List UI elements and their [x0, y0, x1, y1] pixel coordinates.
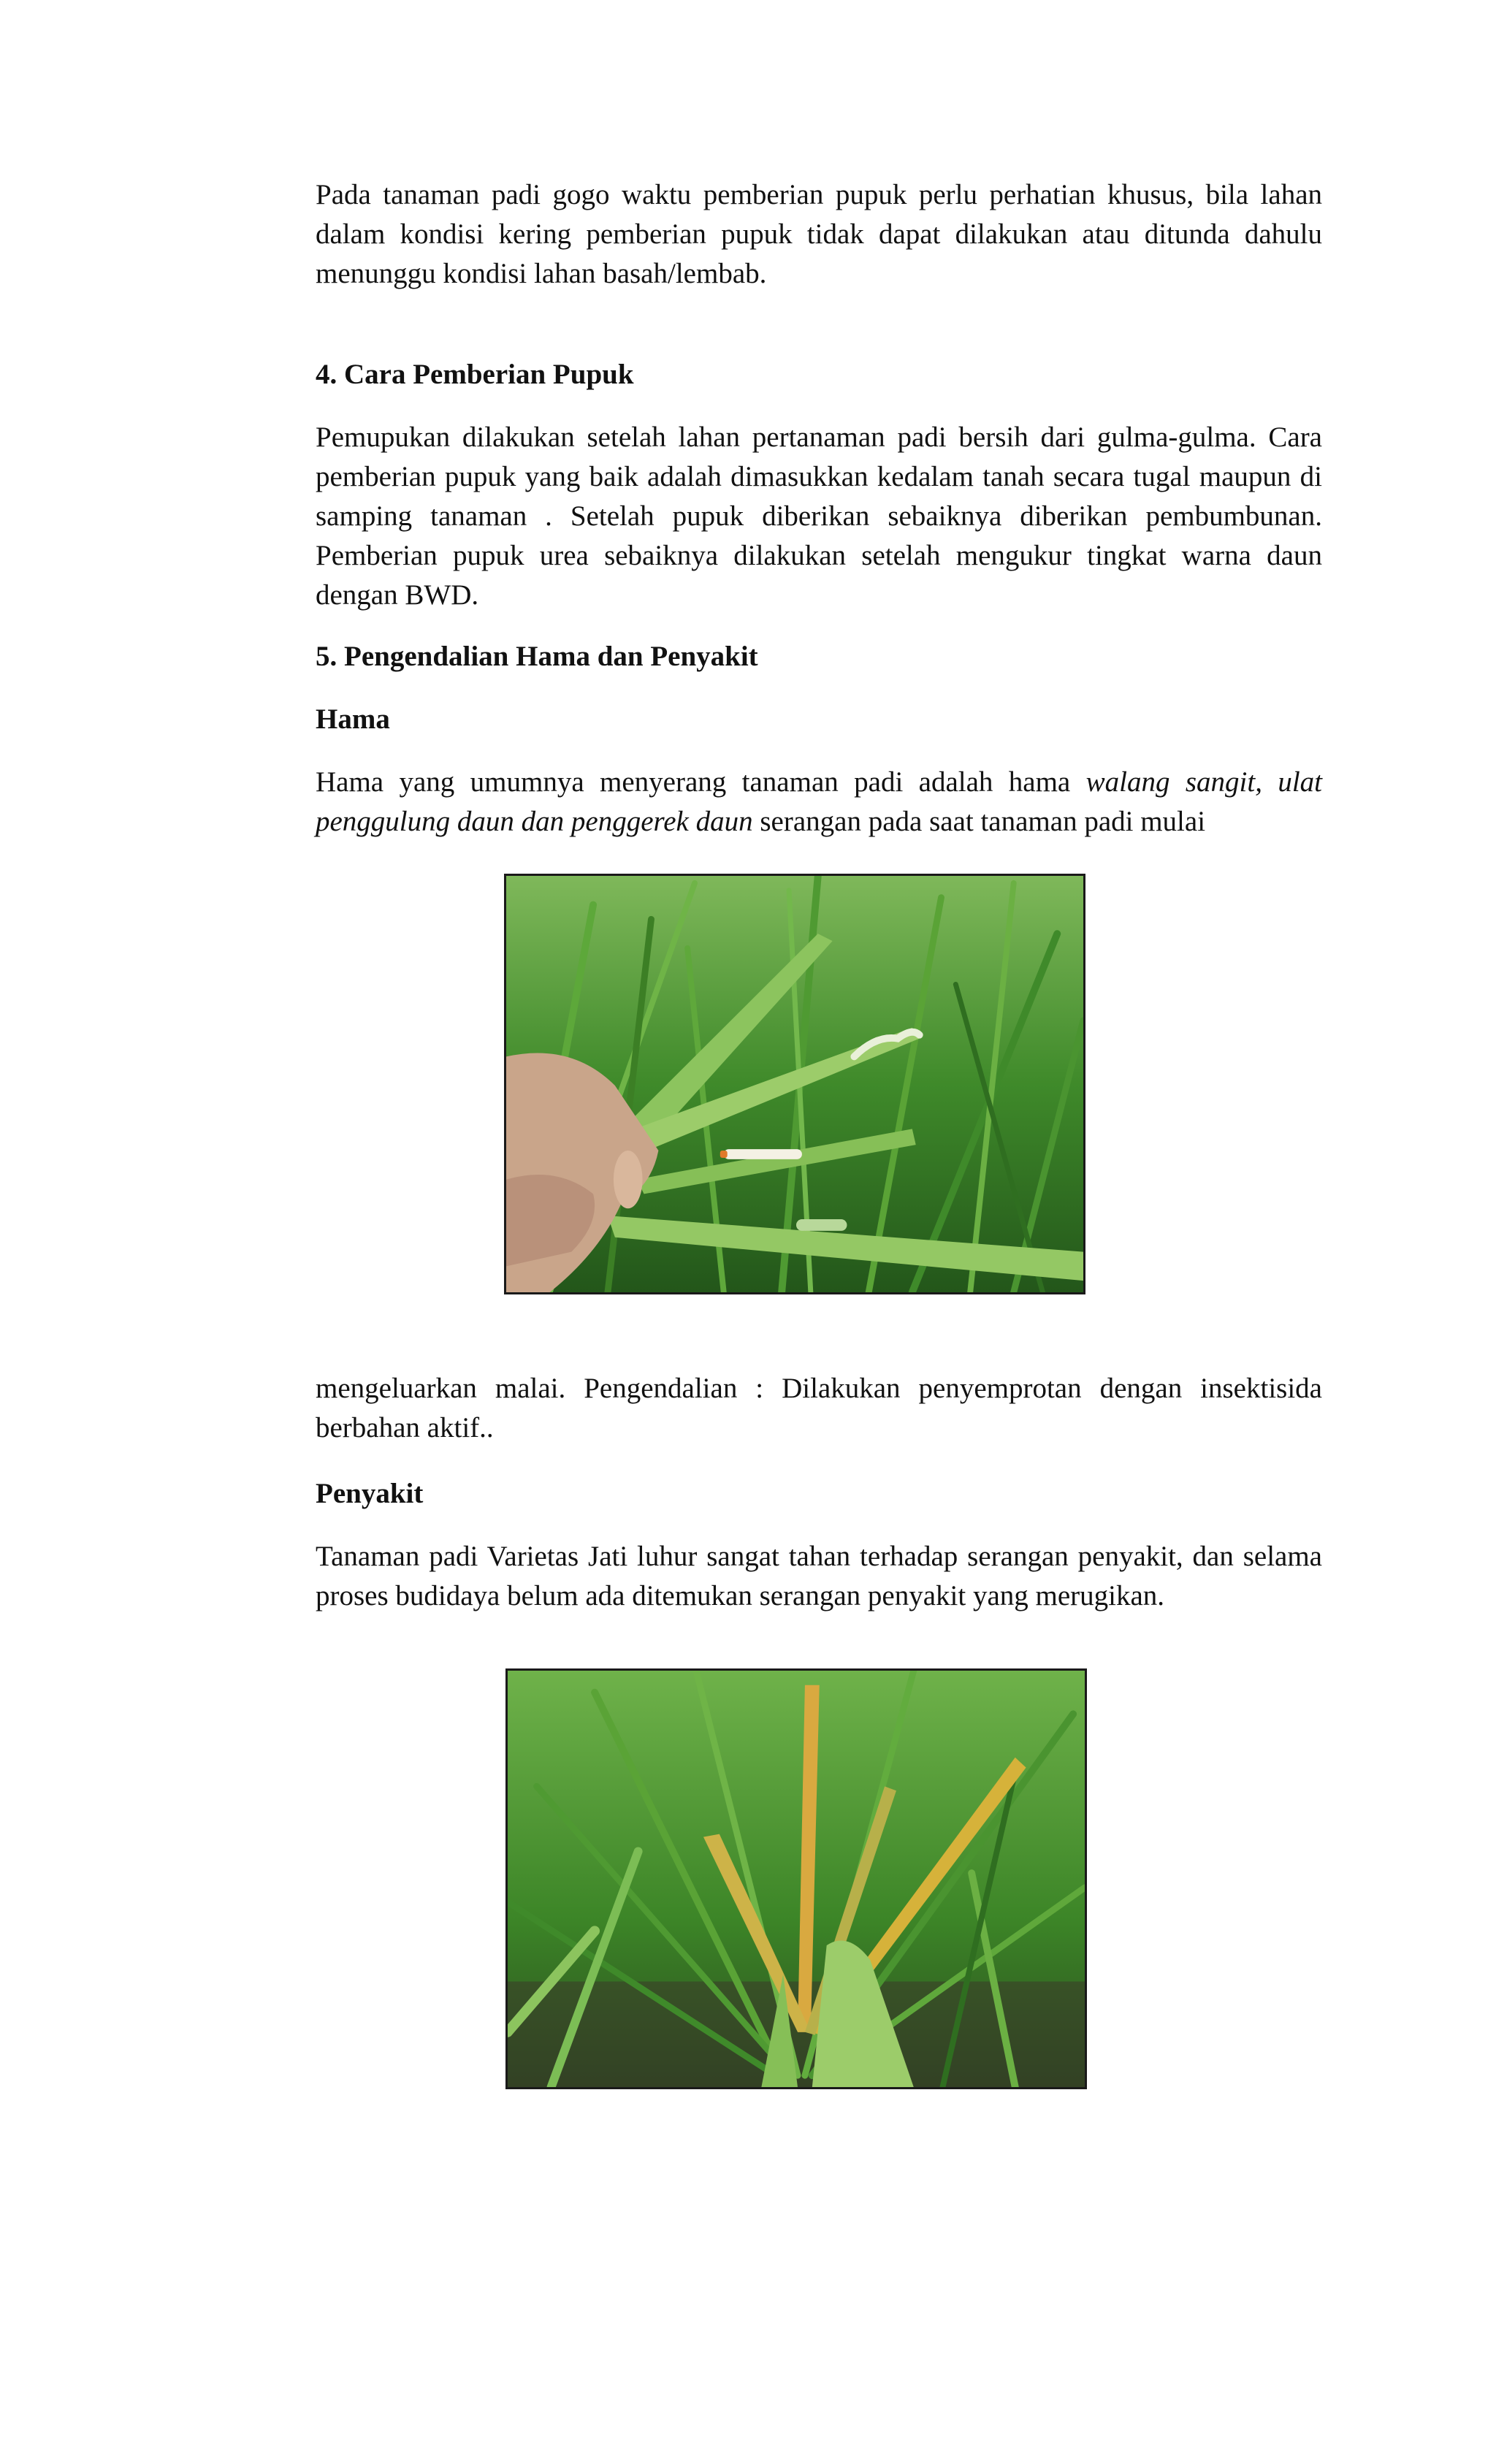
section-4-heading: 4. Cara Pemberian Pupuk	[316, 359, 634, 390]
disease-photo	[505, 1668, 1087, 2089]
section-4-body: Pemupukan dilakukan setelah lahan pertanaman padi bersih dari gulma-gulma. Cara pemberian pupuk yang baik adalah dimasukkan kedalam tanah secara tugal maupun di samping tanaman . Setelah pupuk diberikan sebaiknya diberikan pembumbunan. Pemberian pupuk urea sebaiknya dilakukan setelah mengukur tingkat warna daun dengan BWD.	[316, 422, 1322, 611]
penyakit-heading: Penyakit	[316, 1478, 424, 1509]
hama-body-end: serangan pada saat tanaman padi mulai	[752, 806, 1206, 837]
section-5-heading: 5. Pengendalian Hama dan Penyakit	[316, 641, 758, 672]
pest-photo	[504, 874, 1085, 1294]
hama-continuation: mengeluarkan malai. Pengendalian : Dilakukan penyemprotan dengan insektisida berbahan aktif..	[316, 1373, 1322, 1443]
hama-body	[316, 763, 1322, 842]
intro-paragraph: Pada tanaman padi gogo waktu pemberian pupuk perlu perhatian khusus, bila lahan dalam kondisi kering pemberian pupuk tidak dapat dilakukan atau ditunda dahulu menunggu kondisi lahan basah/lembab.	[316, 179, 1322, 289]
pest-photo-image	[506, 876, 1083, 1292]
penyakit-body: Tanaman padi Varietas Jati luhur sangat tahan terhadap serangan penyakit, dan selama proses budidaya belum ada ditemukan serangan penyakit yang merugikan.	[316, 1541, 1322, 1611]
hama-pest-names: walang sangit, ulat penggulung daun dan penggerek daun	[316, 766, 1322, 837]
disease-photo-image	[508, 1671, 1085, 2087]
hama-heading: Hama	[316, 703, 390, 735]
hama-body-start: Hama yang umumnya menyerang tanaman padi adalah hama	[316, 766, 1086, 798]
